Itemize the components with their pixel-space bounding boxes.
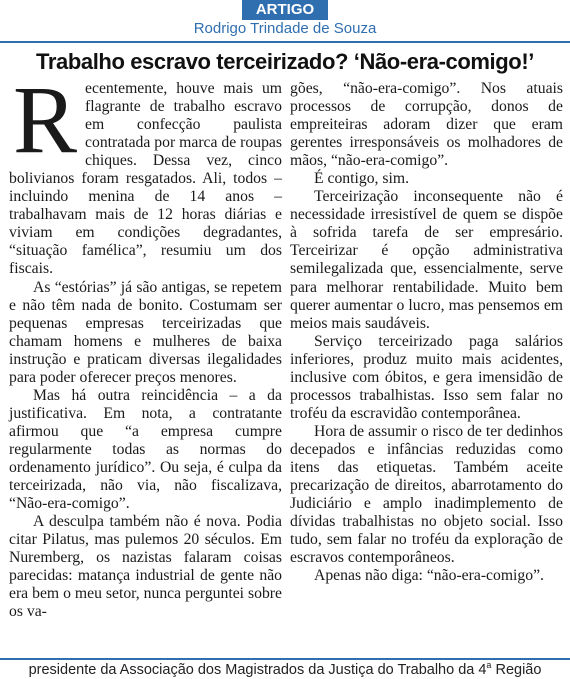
section-tag <box>0 0 570 22</box>
paragraph: Apenas não diga: “não-era-comigo”. <box>314 567 544 585</box>
column-left <box>9 66 282 658</box>
paragraph: As “estórias” já são antigas, se repetem e não têm nada de bonito. Costumam ser pequenas empresas terceirizadas que chamam homens e mulheres de baixa instrução e praticam diversas ilegalidades para poder oferecer preços menores. <box>9 278 282 386</box>
top-divider <box>0 41 570 43</box>
credit-text: presidente da Associação dos Magistrados da Justiça do Trabalho da 4 <box>28 662 487 678</box>
headline: Trabalho escravo terceirizado? ‘Não-era-comigo!’ <box>36 49 534 74</box>
paragraph-text: ecentemente, houve mais um flagrante de trabalho escravo em confecção paulista contratada por marca de roupas chiques. Dessa vez, cinco bolivianos foram resgatados. Ali, todos – incluindo menina de 14 anos – trabalhavam mais de 12 horas diárias e viviam em condições degradantes, “situação famélica”, resumiu um dos fiscais. <box>9 80 282 278</box>
column-right <box>290 80 563 658</box>
paragraph-continuation: gões, “não-era-comigo”. Nos atuais processos de corrupção, donos de empreiteiras adoram dizer que eram gerentes irresponsáveis os molhadores de mãos, “não-era-comigo”. <box>290 80 563 170</box>
article-body <box>9 66 563 658</box>
paragraph <box>9 66 282 279</box>
paragraph: Mas há outra reincidência – a da justificativa. Em nota, a contratante afirmou que “a empresa cumpre regularmente todas as normas do ordenamento jurídico”. Ou seja, é culpa da terceirizada, não via, não fiscalizava, “Não-era-comigo”. <box>9 386 282 513</box>
paragraph: Serviço terceirizado paga salários inferiores, produz muito mais acidentes, inclusive com óbitos, e gera imensidão de processos trabalhistas. Isso sem falar no troféu da escravidão contemporânea. <box>290 332 563 422</box>
paragraph: É contigo, sim. <box>314 170 409 188</box>
credit-tail: Região <box>491 662 542 678</box>
paragraph: Hora de assumir o risco de ter dedinhos decepados e infâncias reduzidas como itens das etiquetas. Também aceite precarização de direitos, abarrotamento do Judiciário e amplo inadimplemento de dívidas trabalhistas no objeto social. Isso tudo, sem falar no troféu da exploração de escravos contemporâneos. <box>290 422 563 567</box>
paragraph: Terceirização inconsequente não é necessidade irresistível de quem se dispõe à sofrida tarefa de ser empresário. Terceirizar é opção administrativa semilegalizada que, essencialmente, serve para melhorar rentabilidade. Muito bem querer aumentar o lucro, mas pensemos em meios mais saudáveis. <box>290 188 563 332</box>
author-credit <box>0 660 570 678</box>
drop-cap: R <box>13 66 78 173</box>
section-label: ARTIGO <box>242 0 328 20</box>
credit-ordinal: a <box>486 660 492 670</box>
paragraph: A desculpa também não é nova. Podia citar Pilatus, mas pulemos 20 séculos. Em Nuremberg, os nazistas falaram coisas parecidas: matança industrial de gente não era bem o meu setor, nunca perguntei sobre os va- <box>9 513 282 621</box>
author-byline: Rodrigo Trindade de Souza <box>193 20 377 37</box>
